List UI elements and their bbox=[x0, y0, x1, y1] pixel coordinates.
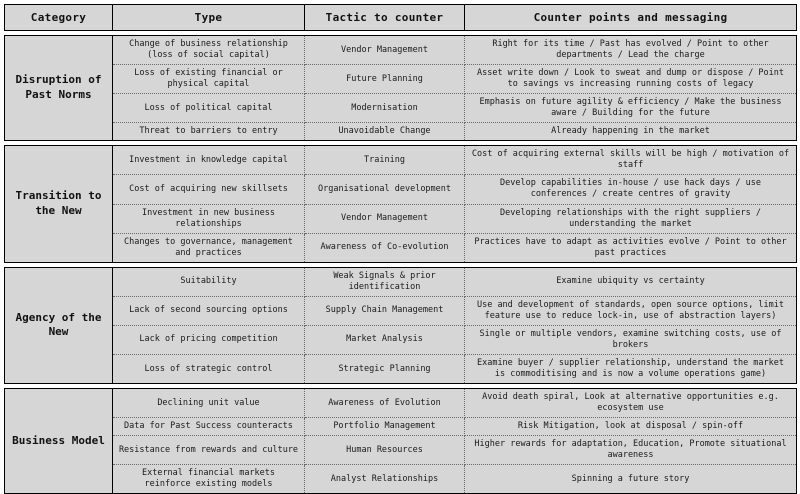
table-row bbox=[5, 233, 797, 262]
table-row bbox=[5, 175, 797, 204]
column-header-category: Category bbox=[5, 5, 113, 31]
tactic-cell: Strategic Planning bbox=[305, 354, 465, 383]
counter-cell: Examine buyer / supplier relationship, understand the market is commoditising and is now a volume operations game) bbox=[465, 354, 797, 383]
objections-table bbox=[4, 4, 797, 494]
counter-cell: Single or multiple vendors, examine switching costs, use of brokers bbox=[465, 325, 797, 354]
counter-cell: Avoid death spiral, Look at alternative opportunities e.g. ecosystem use bbox=[465, 389, 797, 418]
category-cell: Transition to the New bbox=[5, 146, 113, 262]
tactic-cell: Weak Signals & prior identification bbox=[305, 267, 465, 296]
type-cell: Change of business relationship (loss of social capital) bbox=[113, 36, 305, 65]
counter-cell: Spinning a future story bbox=[465, 465, 797, 494]
counter-cell: Higher rewards for adaptation, Education, Promote situational awareness bbox=[465, 436, 797, 465]
type-cell: Loss of political capital bbox=[113, 94, 305, 123]
counter-cell: Develop capabilities in-house / use hack days / use conferences / create centres of gravity bbox=[465, 175, 797, 204]
table-row bbox=[5, 389, 797, 418]
type-cell: Suitability bbox=[113, 267, 305, 296]
tactic-cell: Vendor Management bbox=[305, 36, 465, 65]
tactic-cell: Modernisation bbox=[305, 94, 465, 123]
counter-cell: Practices have to adapt as activities evolve / Point to other past practices bbox=[465, 233, 797, 262]
type-cell: Lack of pricing competition bbox=[113, 325, 305, 354]
counter-cell: Use and development of standards, open source options, limit feature use to reduce lock-in, use of abstraction layers) bbox=[465, 296, 797, 325]
tactic-cell: Awareness of Evolution bbox=[305, 389, 465, 418]
tactic-cell: Market Analysis bbox=[305, 325, 465, 354]
type-cell: Investment in new business relationships bbox=[113, 204, 305, 233]
type-cell: Loss of strategic control bbox=[113, 354, 305, 383]
type-cell: Lack of second sourcing options bbox=[113, 296, 305, 325]
table-row bbox=[5, 123, 797, 141]
tactic-cell: Supply Chain Management bbox=[305, 296, 465, 325]
type-cell: External financial markets reinforce existing models bbox=[113, 465, 305, 494]
table-row bbox=[5, 36, 797, 65]
category-cell: Business Model bbox=[5, 389, 113, 494]
counter-cell: Risk Mitigation, look at disposal / spin-off bbox=[465, 418, 797, 436]
table-row bbox=[5, 65, 797, 94]
table-row bbox=[5, 296, 797, 325]
type-cell: Changes to governance, management and practices bbox=[113, 233, 305, 262]
tactic-cell: Unavoidable Change bbox=[305, 123, 465, 141]
type-cell: Threat to barriers to entry bbox=[113, 123, 305, 141]
counter-cell: Cost of acquiring external skills will be high / motivation of staff bbox=[465, 146, 797, 175]
category-cell: Agency of the New bbox=[5, 267, 113, 383]
tactic-cell: Awareness of Co-evolution bbox=[305, 233, 465, 262]
counter-cell: Developing relationships with the right suppliers / understanding the market bbox=[465, 204, 797, 233]
type-cell: Declining unit value bbox=[113, 389, 305, 418]
tactic-cell: Organisational development bbox=[305, 175, 465, 204]
counter-cell: Examine ubiquity vs certainty bbox=[465, 267, 797, 296]
table-row bbox=[5, 146, 797, 175]
type-cell: Loss of existing financial or physical capital bbox=[113, 65, 305, 94]
tactic-cell: Training bbox=[305, 146, 465, 175]
table-row bbox=[5, 267, 797, 296]
table-row bbox=[5, 204, 797, 233]
table-row bbox=[5, 354, 797, 383]
column-header-type: Type bbox=[113, 5, 305, 31]
table-header-row bbox=[5, 5, 797, 31]
counter-cell: Already happening in the market bbox=[465, 123, 797, 141]
column-header-tactic: Tactic to counter bbox=[305, 5, 465, 31]
type-cell: Investment in knowledge capital bbox=[113, 146, 305, 175]
category-cell: Disruption of Past Norms bbox=[5, 36, 113, 141]
tactic-cell: Analyst Relationships bbox=[305, 465, 465, 494]
tactic-cell: Human Resources bbox=[305, 436, 465, 465]
table-row bbox=[5, 418, 797, 436]
tactic-cell: Future Planning bbox=[305, 65, 465, 94]
table-row bbox=[5, 325, 797, 354]
column-header-counter: Counter points and messaging bbox=[465, 5, 797, 31]
tactic-cell: Portfolio Management bbox=[305, 418, 465, 436]
counter-cell: Asset write down / Look to sweat and dump or dispose / Point to savings vs increasing running costs of legacy bbox=[465, 65, 797, 94]
table-row bbox=[5, 436, 797, 465]
counter-cell: Right for its time / Past has evolved / Point to other departments / Lead the charge bbox=[465, 36, 797, 65]
table-row bbox=[5, 94, 797, 123]
table-body bbox=[5, 31, 797, 494]
tactic-cell: Vendor Management bbox=[305, 204, 465, 233]
type-cell: Resistance from rewards and culture bbox=[113, 436, 305, 465]
counter-cell: Emphasis on future agility & efficiency / Make the business aware / Building for the future bbox=[465, 94, 797, 123]
type-cell: Data for Past Success counteracts bbox=[113, 418, 305, 436]
table-row bbox=[5, 465, 797, 494]
type-cell: Cost of acquiring new skillsets bbox=[113, 175, 305, 204]
